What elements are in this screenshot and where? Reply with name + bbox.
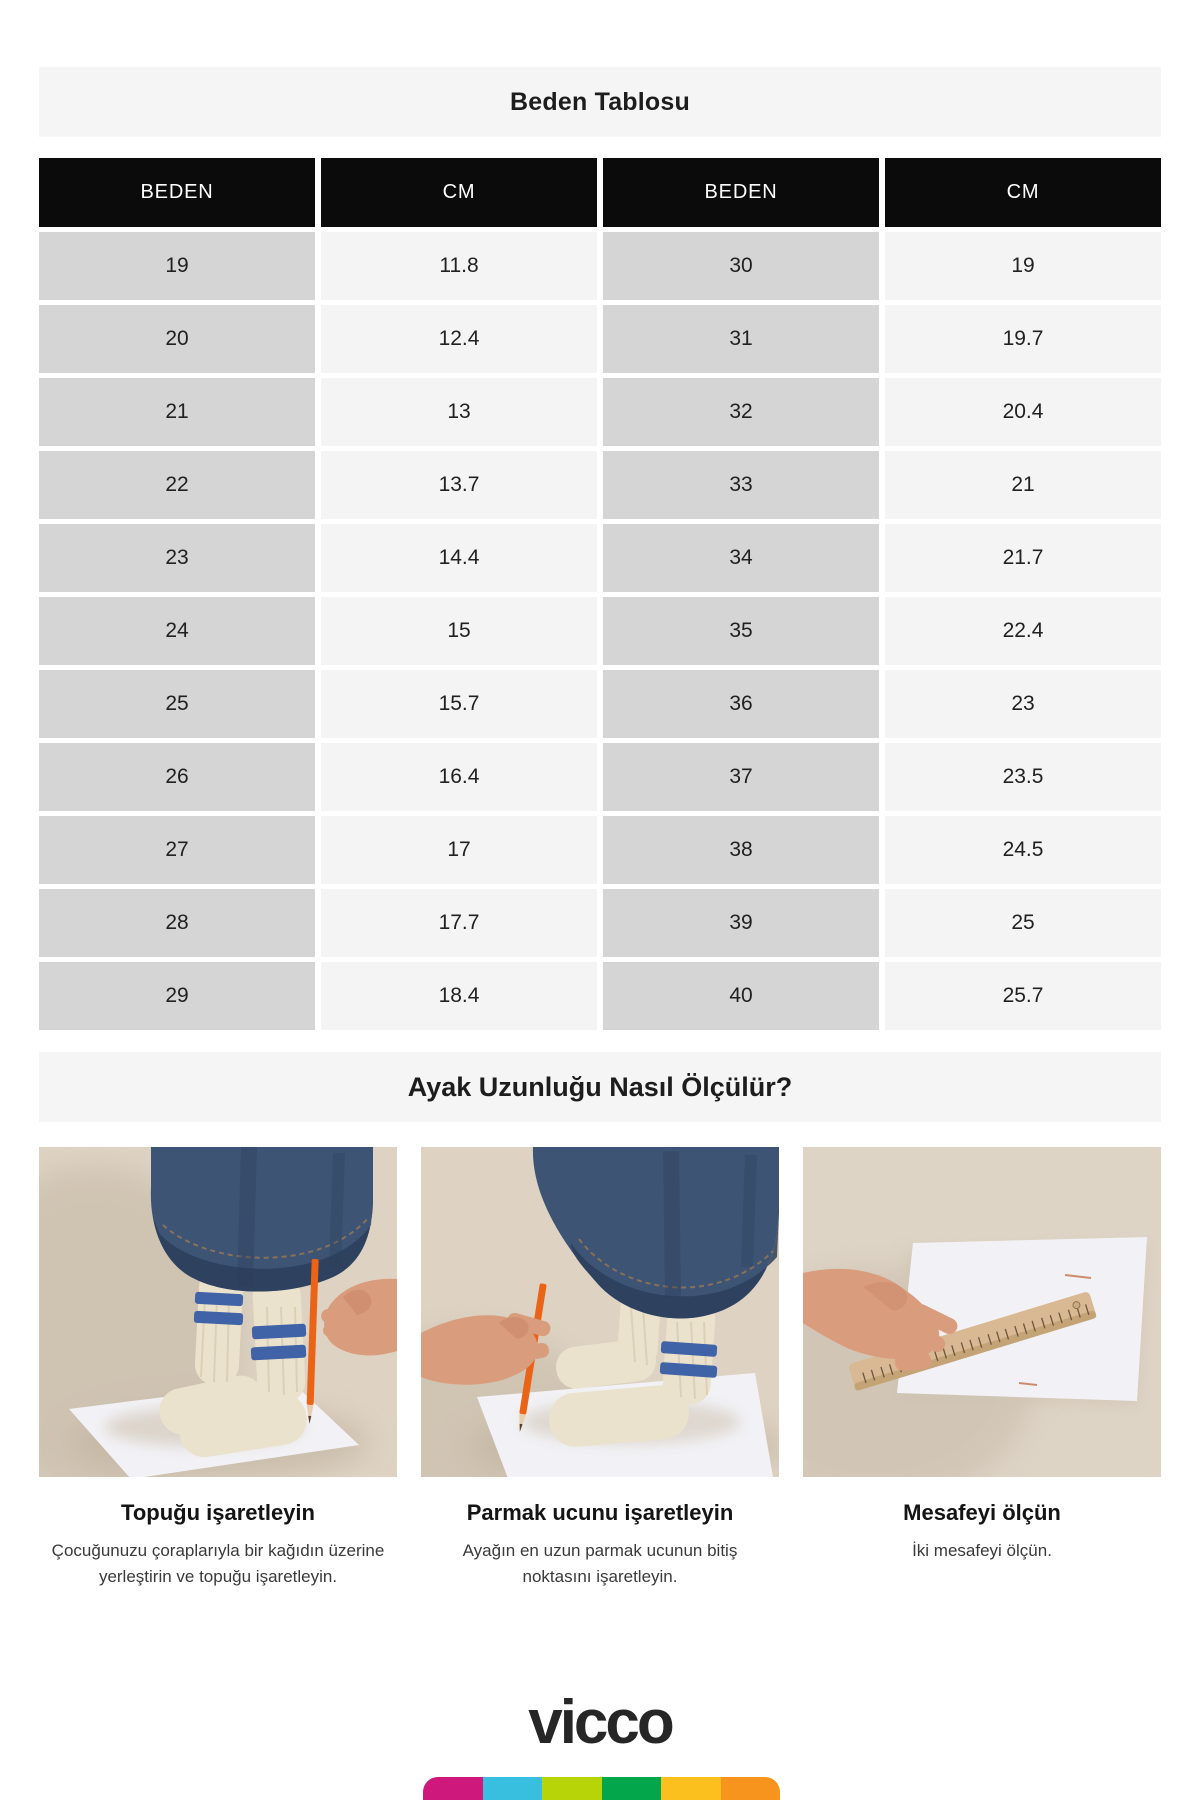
step-2-photo-frame	[421, 1147, 779, 1477]
size-cell: 29	[39, 962, 315, 1030]
size-cell: 38	[603, 816, 879, 884]
size-cell: 39	[603, 889, 879, 957]
cm-cell: 19	[885, 232, 1161, 300]
cm-cell: 15.7	[321, 670, 597, 738]
cm-cell: 12.4	[321, 305, 597, 373]
step-2-caption	[421, 1500, 779, 1591]
measure-guide-title: Ayak Uzunluğu Nasıl Ölçülür?	[407, 1071, 793, 1102]
size-cell: 35	[603, 597, 879, 665]
cm-cell: 11.8	[321, 232, 597, 300]
cm-cell: 21	[885, 451, 1161, 519]
column-header: CM	[885, 158, 1161, 227]
size-cell: 40	[603, 962, 879, 1030]
rainbow-segment	[661, 1777, 721, 1800]
cm-cell: 13	[321, 378, 597, 446]
size-cell: 20	[39, 305, 315, 373]
cm-cell: 16.4	[321, 743, 597, 811]
size-cell: 22	[39, 451, 315, 519]
cm-cell: 17	[321, 816, 597, 884]
step-1-caption	[39, 1500, 397, 1591]
size-cell: 32	[603, 378, 879, 446]
cm-cell: 21.7	[885, 524, 1161, 592]
size-cell: 34	[603, 524, 879, 592]
size-chart-title: Beden Tablosu	[510, 87, 690, 116]
cm-cell: 25	[885, 889, 1161, 957]
step-1-heading: Topuğu işaretleyin	[121, 1500, 315, 1525]
cm-cell: 20.4	[885, 378, 1161, 446]
column-header: CM	[321, 158, 597, 227]
measure-guide-title-banner	[39, 1052, 1161, 1122]
rainbow-segment	[542, 1777, 602, 1800]
step-3-caption	[803, 1500, 1161, 1591]
cm-cell: 24.5	[885, 816, 1161, 884]
cm-cell: 22.4	[885, 597, 1161, 665]
rainbow-segment	[423, 1777, 483, 1800]
cm-cell: 18.4	[321, 962, 597, 1030]
column-header: BEDEN	[39, 158, 315, 227]
size-table	[39, 158, 1161, 1030]
size-cell: 26	[39, 743, 315, 811]
step-3-body: İki mesafeyi ölçün.	[912, 1541, 1052, 1560]
size-cell: 21	[39, 378, 315, 446]
cm-cell: 19.7	[885, 305, 1161, 373]
size-cell: 27	[39, 816, 315, 884]
cm-cell: 23.5	[885, 743, 1161, 811]
rainbow-segment	[602, 1777, 662, 1800]
size-cell: 23	[39, 524, 315, 592]
measure-guide-captions	[39, 1500, 1161, 1591]
size-cell: 31	[603, 305, 879, 373]
rainbow-segment	[483, 1777, 543, 1800]
size-cell: 28	[39, 889, 315, 957]
size-cell: 19	[39, 232, 315, 300]
cm-cell: 17.7	[321, 889, 597, 957]
cm-cell: 14.4	[321, 524, 597, 592]
rainbow-segment	[721, 1777, 781, 1800]
cm-cell: 23	[885, 670, 1161, 738]
cm-cell: 15	[321, 597, 597, 665]
column-header: BEDEN	[603, 158, 879, 227]
size-cell: 30	[603, 232, 879, 300]
cm-cell: 13.7	[321, 451, 597, 519]
step-2-heading: Parmak ucunu işaretleyin	[466, 1500, 734, 1525]
vicco-logo: vicco	[528, 1688, 672, 1757]
size-cell: 33	[603, 451, 879, 519]
toe-marking-photo	[421, 1147, 779, 1477]
step-3-photo-frame	[803, 1147, 1161, 1477]
step-2-body: Ayağın en uzun parmak ucunun bitiş noktasını işaretleyin.	[462, 1541, 738, 1587]
cm-cell: 25.7	[885, 962, 1161, 1030]
size-chart-title-banner	[39, 67, 1161, 137]
step-1-body: Çocuğunuzu çoraplarıyla bir kağıdın üzerine yerleştirin ve topuğu işaretleyin.	[51, 1541, 385, 1587]
heel-marking-photo	[39, 1147, 397, 1477]
size-cell: 36	[603, 670, 879, 738]
size-cell: 37	[603, 743, 879, 811]
size-cell: 24	[39, 597, 315, 665]
brand-rainbow-bar	[423, 1777, 780, 1800]
distance-measuring-photo	[803, 1147, 1161, 1477]
measure-guide-photos	[39, 1147, 1161, 1477]
step-3-heading: Mesafeyi ölçün	[903, 1500, 1061, 1525]
size-cell: 25	[39, 670, 315, 738]
step-1-photo-frame	[39, 1147, 397, 1477]
